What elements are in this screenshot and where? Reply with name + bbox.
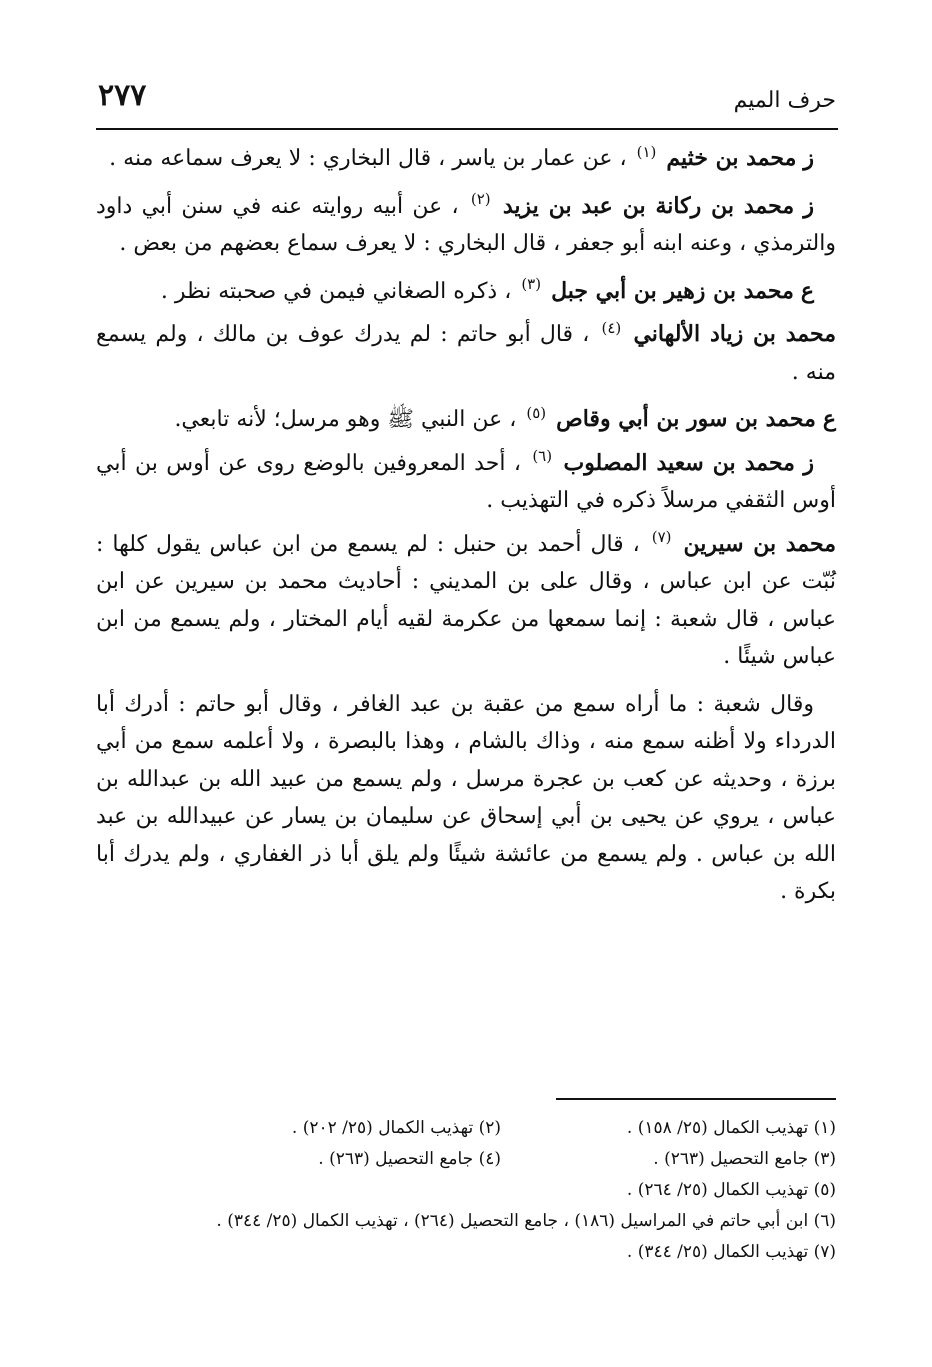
footnote-6: (٦) ابن أبي حاتم في المراسيل (١٨٦) ، جامع التحصيل (٢٦٤) ، تهذيب الكمال (٢٥/ ٣٤٤) . [216,1211,836,1231]
entry-text: ، أحد المعروفين بالوضع روى عن أوس بن أبي أوس الثقفي مرسلاً ذكره في التهذيب . [96,450,836,513]
footnote-ref[interactable]: (٧) [651,528,672,547]
page-number: ٢٧٧ [98,78,147,113]
continuation-paragraph: وقال شعبة : ما أراه سمع من عقبة بن عبد الغافر ، وقال أبو حاتم : أدرك أبا الدرداء ولا أظنه سمع منه ، وذاك بالشام ، وهذا بالبصرة ، ولا أعلمه سمع من أبي برزة ، وحديثه عن كعب بن عجرة مرسل ، ولم يسمع من عبيد الله بن عبدالله بن عباس ، يروي عن يحيى بن أبي إسحاق عن سليمان بن يسار عن عبيدالله بن عبد الله بن عباس . ولم يسمع من عائشة شيئًا ولم يلق أبا ذر الغفاري ، ولم يدرك أبا بكرة . [96,691,836,904]
footnote-ref[interactable]: (٣) [521,275,542,294]
entry-muhammad-bin-rukana [96,188,836,263]
footnote-1: (١) تهذيب الكمال (٢٥/ ١٥٨) . [626,1118,836,1138]
entry-muhammad-bin-sirin [96,526,836,676]
footnote-3: (٣) جامع التحصيل (٢٦٣) . [653,1149,836,1169]
footnote-ref[interactable]: (٦) [532,447,553,466]
footnote-row [96,1113,836,1144]
entry-name: محمد بن سيرين [683,530,836,557]
footnote-7: (٧) تهذيب الكمال (٢٥/ ٣٤٤) . [626,1242,836,1262]
footnote-ref[interactable]: (٢) [470,190,491,209]
entry-name: محمد بن خثيم [666,145,797,171]
footnote-rule [556,1098,836,1100]
footnote-row [96,1144,836,1175]
entry-muhammad-bin-ziyad [96,316,836,391]
entry-muhammad-bin-khuthaym [96,140,836,178]
entry-text: ، قال أبو حاتم : لم يدرك عوف بن مالك ، ولم يسمع منه . [96,322,836,385]
entry-name: محمد بن زهير بن أبي جبل [551,277,794,304]
entry-muhammad-bin-said [96,445,836,520]
entry-name: محمد بن زياد الألهاني [633,321,836,347]
entry-code: ز [803,145,814,171]
footnote-ref[interactable]: (٥) [526,403,547,422]
entry-text: ، عن النبي ﷺ وهو مرسل؛ لأنه تابعي. [174,407,517,432]
footnote-ref[interactable]: (١) [636,142,657,161]
footnote-4: (٤) جامع التحصيل (٢٦٣) . [318,1149,501,1169]
entry-code: ع [800,277,814,304]
entry-name: محمد بن سعيد المصلوب [563,449,795,476]
entry-muhammad-bin-sawwar [96,401,836,439]
entry-text: ، عن عمار بن ياسر ، قال البخاري : لا يعرف سماعه منه . [109,146,627,171]
entry-text: ، ذكره الصغاني فيمن في صحبته نظر . [160,278,512,304]
footnote-5: (٥) تهذيب الكمال (٢٥/ ٢٦٤) . [626,1180,836,1200]
footnote-2: (٢) تهذيب الكمال (٢٥/ ٢٠٢) . [291,1118,501,1138]
entry-text: ، قال أحمد بن حنبل : لم يسمع من ابن عباس يقول كلها : نُبّت عن ابن عباس ، وقال على بن المديني : أحاديث محمد بن سيرين عن ابن عباس ، قال شعبة : إنما سمعها من عكرمة لقيه أيام المختار ، ولم يسمع من ابن عباس شيئًا . [96,531,836,669]
entry-code: ع [822,406,836,432]
footnote-ref[interactable]: (٤) [601,318,622,337]
entry-name: محمد بن سور بن أبي وقاص [556,406,816,432]
header-rule [96,128,838,130]
entry-code: ز [803,192,814,219]
entry-muhammad-bin-zuhayr [96,273,836,311]
running-head: حرف الميم [733,88,836,113]
main-text [96,140,836,921]
footnotes [96,1113,836,1268]
entry-code: ز [803,449,814,476]
entry-name: محمد بن ركانة بن عبد بن يزيد [502,192,795,219]
entry-text: ، عن أبيه روايته عنه في سنن أبي داود والترمذي ، وعنه ابنه أبو جعفر ، قال البخاري : لا يعرف سماع بعضهم من بعض . [96,193,836,256]
